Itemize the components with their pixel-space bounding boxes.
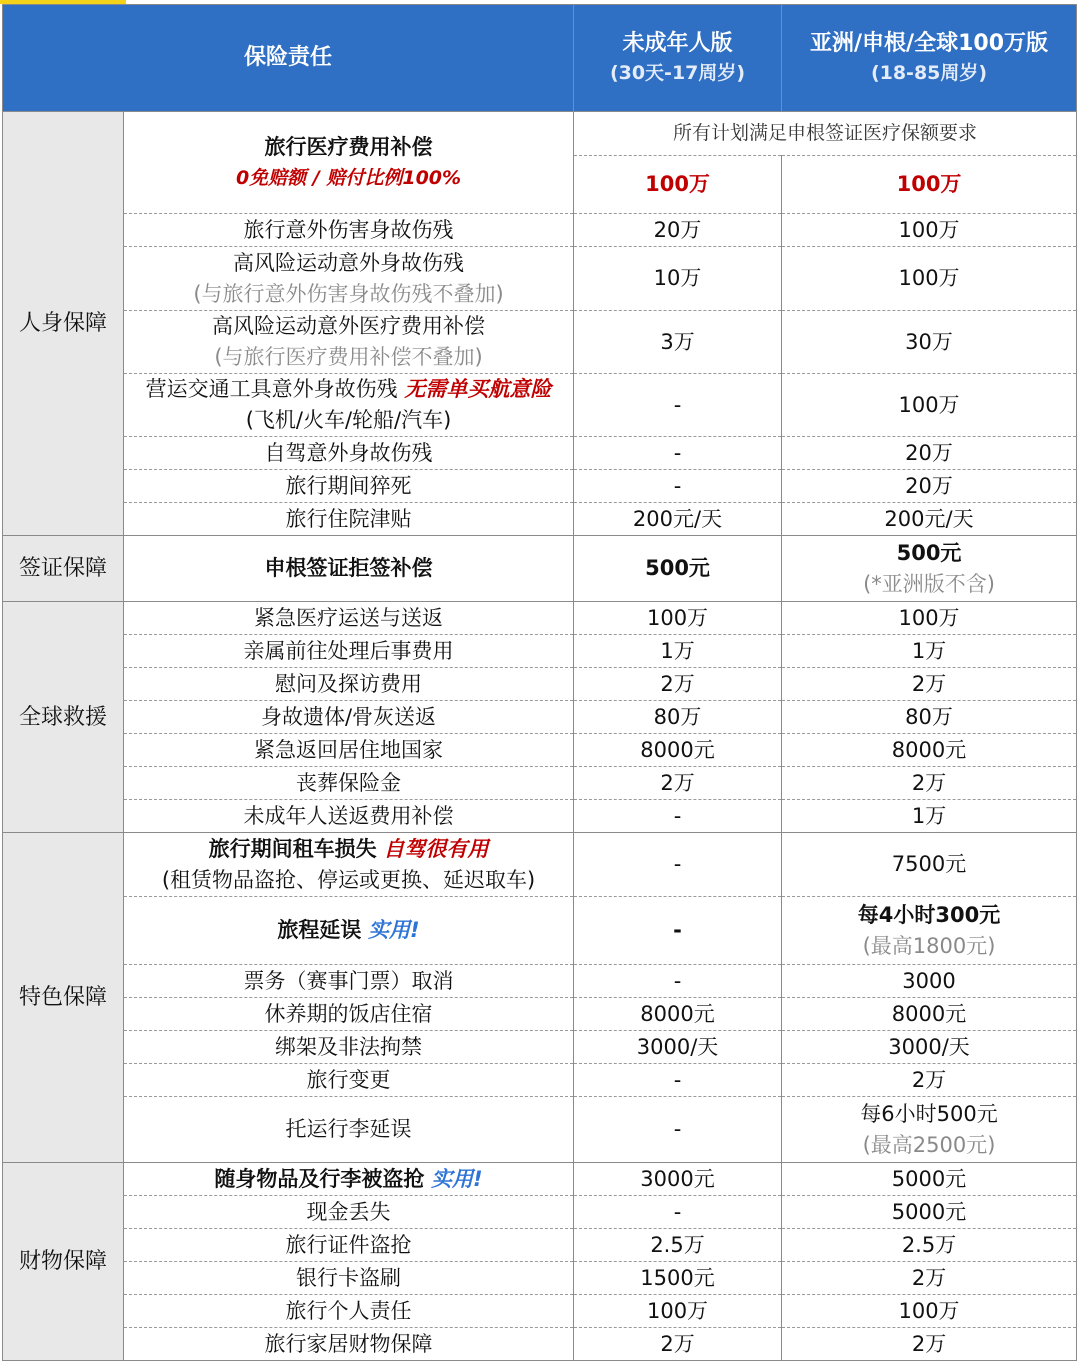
item-label: 旅行证件盗抢	[124, 1229, 574, 1262]
value-adult: 100万	[782, 156, 1077, 214]
item-label: 营运交通工具意外身故伤残 无需单买航意险 (飞机/火车/轮船/汽车)	[124, 374, 574, 437]
value-minor: -	[574, 374, 782, 437]
item-label: 未成年人送返费用补偿	[124, 800, 574, 833]
table-row	[3, 503, 1077, 536]
category-rescue: 全球救援	[3, 602, 124, 833]
highlight-tag: 自驾很有用	[383, 836, 489, 861]
highlight-tag: 无需单买航意险	[404, 377, 552, 401]
value-minor: 1500元	[574, 1262, 782, 1295]
value-adult: 每6小时500元 (最高2500元)	[782, 1097, 1077, 1163]
value-minor: 200元/天	[574, 503, 782, 536]
value-adult: 20万	[782, 437, 1077, 470]
table-row	[3, 1163, 1077, 1196]
value-adult: 3000/天	[782, 1031, 1077, 1064]
table-row	[3, 635, 1077, 668]
category-property: 财物保障	[3, 1163, 124, 1361]
value-minor: 100万	[574, 156, 782, 214]
schengen-note: 所有计划满足申根签证医疗保额要求	[574, 112, 1077, 156]
value-minor: -	[574, 1196, 782, 1229]
table-row	[3, 311, 1077, 374]
value-adult: 500元 (*亚洲版不含)	[782, 536, 1077, 602]
table-row	[3, 247, 1077, 311]
value-adult: 7500元	[782, 833, 1077, 897]
value-adult: 100万	[782, 1295, 1077, 1328]
item-label: 旅行个人责任	[124, 1295, 574, 1328]
item-label: 紧急医疗运送与送返	[124, 602, 574, 635]
value-adult: 100万	[782, 247, 1077, 311]
item-label: 旅行期间猝死	[124, 470, 574, 503]
table-row	[3, 536, 1077, 602]
value-minor: 100万	[574, 1295, 782, 1328]
value-adult: 8000元	[782, 734, 1077, 767]
highlight-tag: 实用!	[431, 1166, 483, 1191]
item-medical: 旅行医疗费用补偿 0免赔额 / 赔付比例100%	[124, 112, 574, 214]
value-adult: 5000元	[782, 1163, 1077, 1196]
item-label: 身故遗体/骨灰送返	[124, 701, 574, 734]
value-minor: -	[574, 897, 782, 965]
item-label: 银行卡盗刷	[124, 1262, 574, 1295]
value-minor: 2.5万	[574, 1229, 782, 1262]
value-minor: 8000元	[574, 998, 782, 1031]
table-row	[3, 437, 1077, 470]
table-row	[3, 374, 1077, 437]
table-row	[3, 1229, 1077, 1262]
coverage-table	[2, 4, 1077, 1361]
item-label: 自驾意外身故伤残	[124, 437, 574, 470]
value-adult: 100万	[782, 374, 1077, 437]
value-adult: 2万	[782, 668, 1077, 701]
value-adult: 每4小时300元 (最高1800元)	[782, 897, 1077, 965]
plan-title: 亚洲/申根/全球100万版	[810, 31, 1049, 56]
plan-age: (18-85周岁)	[870, 62, 988, 84]
value-adult: 100万	[782, 602, 1077, 635]
item-label: 现金丢失	[124, 1196, 574, 1229]
item-label: 票务（赛事门票）取消	[124, 965, 574, 998]
item-label: 高风险运动意外身故伤残 (与旅行意外伤害身故伤残不叠加)	[124, 247, 574, 311]
value-minor: -	[574, 1097, 782, 1163]
value-adult: 100万	[782, 214, 1077, 247]
table-header	[3, 5, 1077, 112]
table-row	[3, 701, 1077, 734]
item-label: 申根签证拒签补偿	[124, 536, 574, 602]
value-adult: 2万	[782, 767, 1077, 800]
value-adult: 2万	[782, 1328, 1077, 1361]
value-adult: 8000元	[782, 998, 1077, 1031]
item-label: 休养期的饭店住宿	[124, 998, 574, 1031]
item-label: 旅行住院津贴	[124, 503, 574, 536]
item-label: 旅行期间租车损失 自驾很有用 (租赁物品盗抢、停运或更换、延迟取车)	[124, 833, 574, 897]
highlight-tag: 实用!	[368, 918, 420, 942]
value-minor: 500元	[574, 536, 782, 602]
item-label: 旅程延误 实用!	[124, 897, 574, 965]
value-minor: -	[574, 965, 782, 998]
value-adult: 2.5万	[782, 1229, 1077, 1262]
item-label: 亲属前往处理后事费用	[124, 635, 574, 668]
value-minor: -	[574, 437, 782, 470]
value-minor: -	[574, 470, 782, 503]
header-adult-plan	[782, 5, 1077, 112]
table-row	[3, 1097, 1077, 1163]
header-coverage: 保险责任	[3, 5, 574, 112]
value-adult: 2万	[782, 1262, 1077, 1295]
value-adult: 1万	[782, 800, 1077, 833]
table-row	[3, 998, 1077, 1031]
value-minor: 3万	[574, 311, 782, 374]
value-minor: 1万	[574, 635, 782, 668]
item-label: 紧急返回居住地国家	[124, 734, 574, 767]
value-minor: 20万	[574, 214, 782, 247]
table-row	[3, 1064, 1077, 1097]
value-minor: 3000/天	[574, 1031, 782, 1064]
item-label: 绑架及非法拘禁	[124, 1031, 574, 1064]
table-row	[3, 1196, 1077, 1229]
item-label: 慰问及探访费用	[124, 668, 574, 701]
item-label: 托运行李延误	[124, 1097, 574, 1163]
table-row	[3, 1328, 1077, 1361]
table-row	[3, 734, 1077, 767]
table-row	[3, 965, 1077, 998]
category-special: 特色保障	[3, 833, 124, 1163]
table-row	[3, 833, 1077, 897]
value-minor: 8000元	[574, 734, 782, 767]
value-minor: -	[574, 1064, 782, 1097]
value-adult: 5000元	[782, 1196, 1077, 1229]
table-row	[3, 800, 1077, 833]
item-label: 旅行意外伤害身故伤残	[124, 214, 574, 247]
value-minor: 10万	[574, 247, 782, 311]
value-minor: -	[574, 833, 782, 897]
table-row	[3, 1262, 1077, 1295]
item-label: 丧葬保险金	[124, 767, 574, 800]
value-minor: -	[574, 800, 782, 833]
value-minor: 3000元	[574, 1163, 782, 1196]
value-adult: 30万	[782, 311, 1077, 374]
value-adult: 80万	[782, 701, 1077, 734]
category-personal: 人身保障	[3, 112, 124, 536]
table-row	[3, 470, 1077, 503]
table-row	[3, 668, 1077, 701]
table-row	[3, 214, 1077, 247]
value-minor: 100万	[574, 602, 782, 635]
item-label: 旅行变更	[124, 1064, 574, 1097]
plan-title: 未成年人版	[622, 31, 733, 56]
item-label: 高风险运动意外医疗费用补偿 (与旅行医疗费用补偿不叠加)	[124, 311, 574, 374]
value-adult: 2万	[782, 1064, 1077, 1097]
table-row	[3, 1295, 1077, 1328]
category-visa: 签证保障	[3, 536, 124, 602]
header-minor-plan	[574, 5, 782, 112]
value-minor: 2万	[574, 767, 782, 800]
value-adult: 20万	[782, 470, 1077, 503]
table-row	[3, 1031, 1077, 1064]
item-label: 旅行家居财物保障	[124, 1328, 574, 1361]
table-row	[3, 112, 1077, 156]
value-adult: 200元/天	[782, 503, 1077, 536]
item-label: 随身物品及行李被盗抢 实用!	[124, 1163, 574, 1196]
value-minor: 2万	[574, 1328, 782, 1361]
value-adult: 3000	[782, 965, 1077, 998]
plan-age: (30天-17周岁)	[609, 62, 746, 84]
table-row	[3, 897, 1077, 965]
table-row	[3, 602, 1077, 635]
value-adult: 1万	[782, 635, 1077, 668]
table-row	[3, 767, 1077, 800]
value-minor: 80万	[574, 701, 782, 734]
value-minor: 2万	[574, 668, 782, 701]
